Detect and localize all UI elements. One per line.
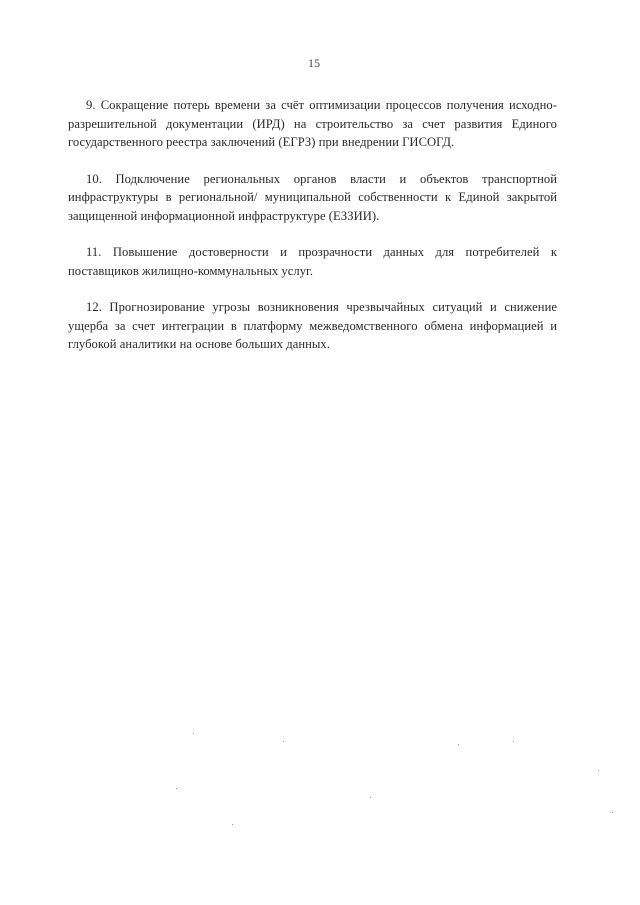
paragraph-item-9: 9. Сокращение потерь времени за счёт оптимизации процессов получения исходно-разрешительной документации (ИРД) на строительство за счет развития Единого государственного реестра заключений (ЕГРЗ) при внедрении ГИСОГД. xyxy=(68,98,557,149)
page-number: 15 xyxy=(308,56,320,70)
paragraph-item-11: 11. Повышение достоверности и прозрачности данных для потребителей к поставщиков жилищно-коммунальных услуг. xyxy=(68,245,557,278)
paragraph-item-10: 10. Подключение региональных органов власти и объектов транспортной инфраструктуры в региональной/ муниципальной собственности к Единой закрытой защищенной информационной инфраструктуре (ЕЗЗИИ). xyxy=(68,171,557,223)
paragraph-item-12: 12. Прогнозирование угрозы возникновения чрезвычайных ситуаций и снижение ущерба за счет интеграции в платформу межведомственного обмена информацией и глубокой аналитики на основе больших данных. xyxy=(68,300,557,351)
document-body xyxy=(68,96,557,372)
